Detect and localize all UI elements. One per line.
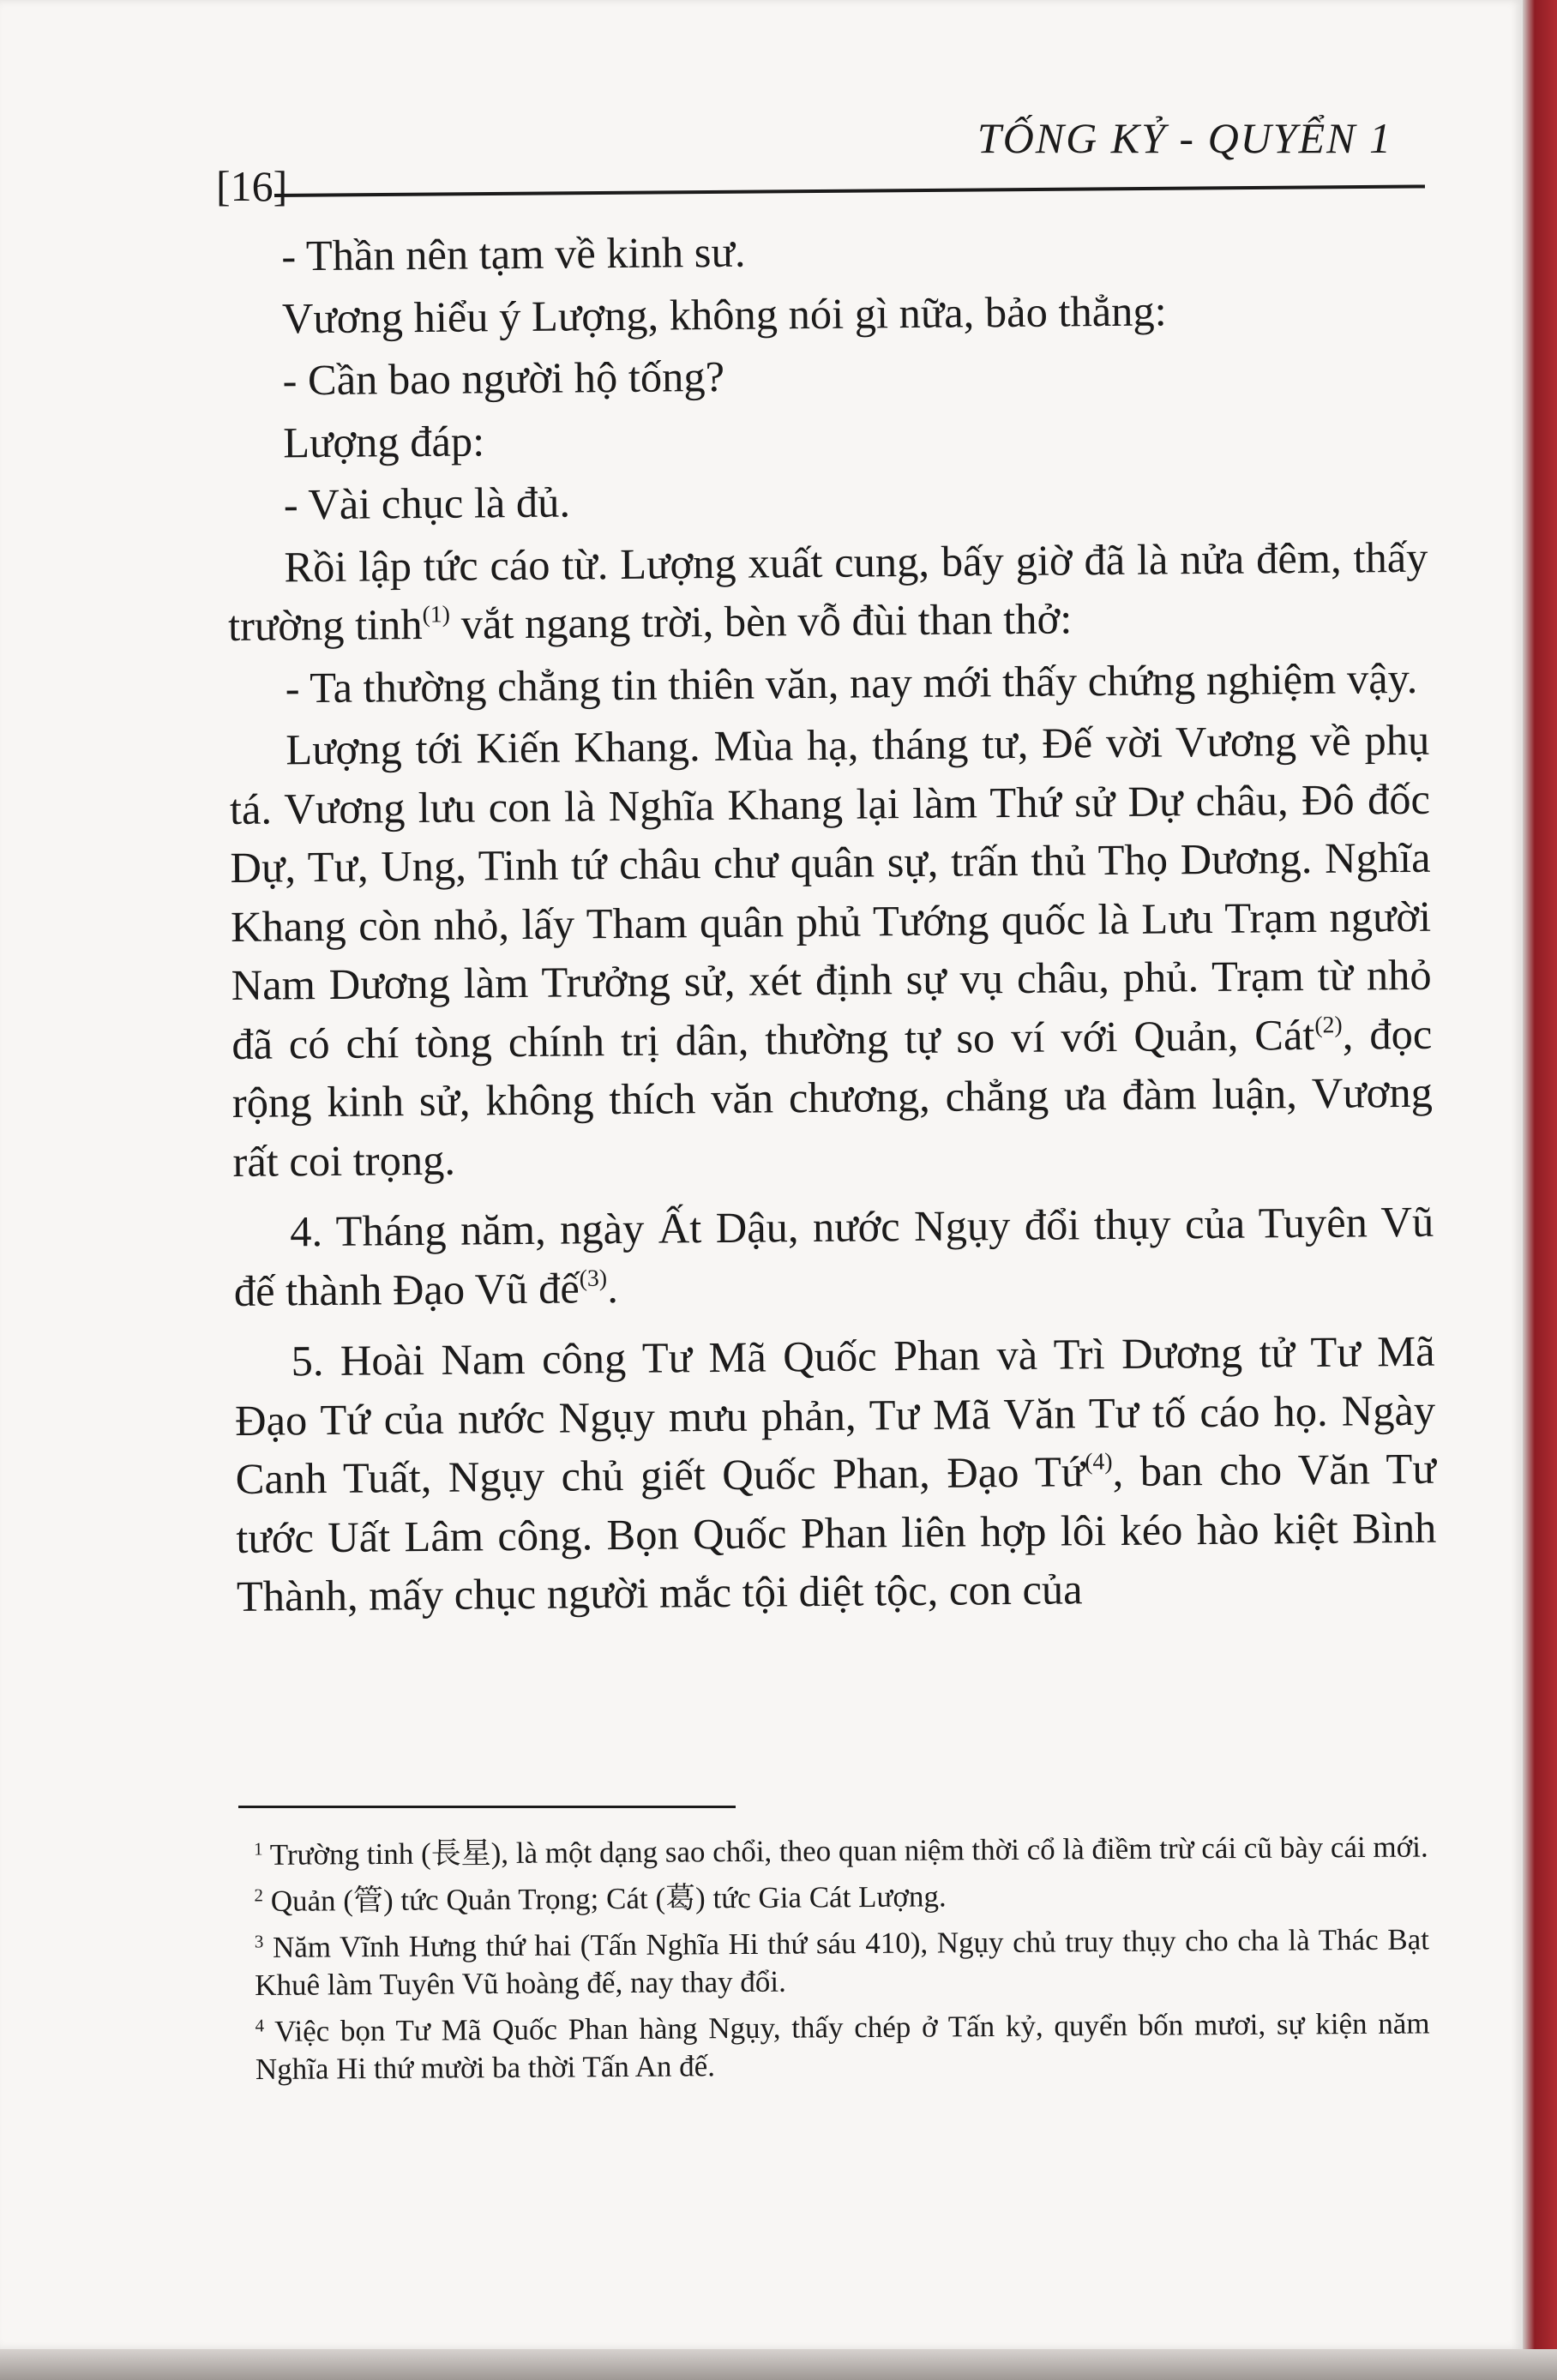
footnotes	[254, 1828, 1430, 2097]
paragraph-10-text-b: , ban cho Văn Tư tước Uất Lâm công. Bọn Quốc Phan liên hợp lôi kéo hào kiệt Bình Thành, mấy chục người mắc tội diệt tộc, con của	[236, 1444, 1437, 1620]
paragraph-2: Vương hiểu ý Lượng, không nói gì nữa, bảo thẳng:	[281, 285, 1167, 342]
footnote-text: Việc bọn Tư Mã Quốc Phan hàng Ngụy, thấy chép ở Tấn kỷ, quyển bốn mươi, sự kiện năm Nghĩa Hi thứ mười ba thời Tấn An đế.	[255, 2006, 1430, 2086]
paragraph-9	[233, 1193, 1434, 1320]
paragraph-10	[234, 1322, 1437, 1626]
footnote-mark: 2	[254, 1884, 264, 1906]
paragraph-6-text-b: vắt ngang trời, bèn vỗ đùi than thở:	[449, 594, 1073, 648]
page-number: [16]	[216, 162, 288, 210]
footnote-mark: 4	[255, 2015, 265, 2036]
footnote-ref-3: (3)	[579, 1265, 608, 1292]
body-text	[225, 217, 1437, 1630]
book-cover-edge	[1523, 0, 1557, 2380]
footnote-4	[255, 2004, 1430, 2089]
header-rule	[274, 184, 1425, 197]
footnote-text: Trường tinh (長星), là một dạng sao chổi, theo quan niệm thời cổ là điềm trừ cái cũ bày cái mới.	[269, 1830, 1428, 1872]
paragraph-5: - Vài chục là đủ.	[283, 478, 571, 529]
paragraph-6	[227, 527, 1428, 655]
paragraph-9-text-b: .	[606, 1263, 619, 1312]
paragraph-6-text-a: Rồi lập tức cáo từ. Lượng xuất cung, bấy giờ đã là nửa đêm, thấy trường tinh	[227, 532, 1428, 650]
footnote-2	[254, 1874, 1428, 1920]
page-bottom-edge	[0, 2349, 1557, 2380]
footnote-mark: 1	[254, 1838, 263, 1860]
paragraph-8	[229, 711, 1434, 1191]
footnote-1	[254, 1828, 1428, 1874]
paragraph-8-text-b: , đọc rộng kinh sử, không thích văn chương, chẳng ưa đàm luận, Vương rất coi trọng.	[231, 1009, 1434, 1186]
footnote-ref-4: (4)	[1085, 1448, 1113, 1475]
paragraph-1: - Thần nên tạm về kinh sư.	[281, 227, 746, 280]
footnote-ref-1: (1)	[422, 601, 451, 628]
paragraph-9-text-a: 4. Tháng năm, ngày Ất Dậu, nước Ngụy đổi thụy của Tuyên Vũ đế thành Đạo Vũ đế	[233, 1197, 1434, 1315]
paragraph-10-text-a: 5. Hoài Nam công Tư Mã Quốc Phan và Trì Dương tử Tư Mã Đạo Tứ của nước Ngụy mưu phản, Tư Mã Văn Tư tố cáo họ. Ngày Canh Tuất, Ngụy chủ giết Quốc Phan, Đạo Tứ	[234, 1326, 1436, 1503]
footnote-text: Năm Vĩnh Hưng thứ hai (Tấn Nghĩa Hi thứ sáu 410), Ngụy chủ truy thụy cho cha là Thác Bạt Khuê làm Tuyên Vũ hoàng đế, nay thay đổi.	[255, 1922, 1430, 2002]
footnote-mark: 3	[254, 1931, 264, 1952]
paragraph-7: - Ta thường chẳng tin thiên văn, nay mới thấy chứng nghiệm vậy.	[285, 653, 1418, 712]
running-title: TỐNG KỶ - QUYỂN 1	[977, 114, 1392, 162]
footnote-divider	[238, 1806, 736, 1808]
paragraph-4: Lượng đáp:	[282, 416, 485, 466]
footnote-text: Quản (管) tức Quản Trọng; Cát (葛) tức Gia Cát Lượng.	[270, 1879, 947, 1918]
paragraph-3: - Cần bao người hộ tống?	[282, 352, 725, 405]
footnote-ref-2: (2)	[1314, 1011, 1343, 1039]
paragraph-8-text-a: Lượng tới Kiến Khang. Mùa hạ, tháng tư, Đế vời Vương về phụ tá. Vương lưu con là Nghĩa Khang lại làm Thứ sử Dự châu, Đô đốc Dự, Tư, Ung, Tinh tứ châu chư quân sự, trấn thủ Thọ Dương. Nghĩa Khang còn nhỏ, lấy Tham quân phủ Tướng quốc là Lưu Trạm người Nam Dương làm Trưởng sử, xét định sự vụ châu, phủ. Trạm từ nhỏ đã có chí tòng chính trị dân, thường tự so ví với Quản, Cát	[229, 715, 1432, 1068]
footnote-3	[255, 1920, 1430, 2004]
